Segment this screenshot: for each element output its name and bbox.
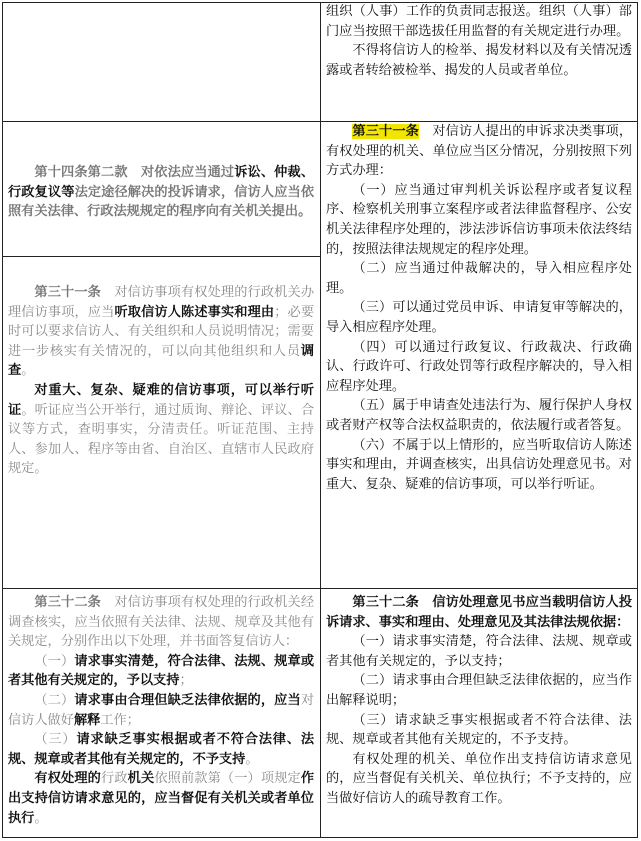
text-span: 工作； — [100, 712, 140, 728]
text-span-bold: 作出支持信访请求意见的，应当督促有关机关或者单位执行 — [8, 771, 315, 826]
list-item: （四）可以通过行政复议、行政裁决、行政确认、行政许可、行政处罚等行政程序解决的，导入相应程序处理。 — [326, 339, 632, 394]
text-span: ；必要时可以要求信访人、有关组织和人员说明情况；需要进一步核实有关情况的，可以向其他组织和人员 — [8, 304, 315, 359]
left-cell-art32 — [4, 593, 318, 837]
text-span: 依照前款第（一）项规定 — [154, 771, 301, 787]
row-divider-2 — [2, 588, 638, 589]
text-span: 对信访事项有权处理的行政机关经调查核实，应当依照有关法律、法规、规章及其他有关规定，分别作出以下处理，并书面答复信访人： — [8, 595, 315, 650]
text-span: 。听证应当公开举行，通过质询、辩论、评议、合议等方式，查明事实，分清责任。听证范围、主持人、参加人、程序等由省、自治区、直辖市人民政府规定。 — [8, 402, 315, 477]
right-cell-art31 — [322, 122, 636, 586]
text-span: 法定途径解决的投诉请求，信访人应当依照有关法律、行政法规规定的程序向有关机关提出。 — [8, 184, 315, 220]
text-span-bold: 解释 — [73, 712, 101, 728]
paragraph: 组织（人事）工作的负责同志报送。组织（人事）部门应当按照干部选拔任用监督的有关规定进行办理。 — [326, 4, 632, 39]
text-span-bold: 请求事实清楚，符合法律、法规、规章或者其他有关规定的，予以支持 — [8, 653, 315, 689]
text-span: 。 — [21, 363, 35, 379]
list-item: （三）可以通过党员申诉、申请复审等解决的，导入相应程序处理。 — [326, 300, 632, 335]
paragraph: 有权处理的机关、单位作出支持信访请求意见的，应当督促有关机关、单位执行；不予支持的，应当做好信访人的疏导教育工作。 — [326, 751, 632, 806]
text-span: 对信访事项有权处理的行政机关办理信访事项，应当 — [8, 285, 315, 320]
text-span-bold: 调查 — [8, 343, 314, 379]
text-span-bold: 有权处理的 — [34, 771, 101, 787]
text-span: 对信访人做好 — [8, 692, 315, 728]
text-span: 对信访人提出的申诉求决类事项，有权处理的机关、单位应当区分情况，分别按照下列方式办理： — [326, 124, 633, 179]
list-item: （二）应当通过仲裁解决的，导入相应程序处理。 — [326, 261, 632, 296]
right-cell-row1 — [322, 2, 636, 120]
row-divider-left-2 — [2, 256, 320, 257]
list-item: （五）属于申请查处违法行为、履行保护人身权或者财产权等合法权益职责的，依法履行或者答复。 — [326, 398, 632, 433]
text-span: ； — [179, 673, 193, 689]
article-heading: 第三十一条 — [352, 124, 419, 139]
column-divider — [320, 2, 321, 838]
text-span-bold: 机关 — [127, 771, 155, 787]
text-span-bold: 诉讼、仲裁、行政复议等 — [8, 165, 315, 200]
list-item: （三）请求缺乏事实根据或者不符合法律、法规、规章或者其他有关规定的，不予支持。 — [326, 712, 632, 748]
left-cell-art14 — [4, 163, 318, 255]
article-heading: 第三十二条 — [34, 595, 101, 610]
text-span: 。 — [245, 751, 259, 767]
list-item: （二）请求事由合理但缺乏法律依据的，应当作出解释说明； — [326, 673, 632, 708]
text-span: （三） — [34, 732, 77, 748]
list-item: （一）请求事实清楚，符合法律、法规、规章或者其他有关规定的，予以支持； — [326, 634, 632, 669]
list-item: （一）应当通过审判机关诉讼程序或者复议程序、检察机关刑事立案程序或者法律监督程序、公安机关法律程序处理的，涉法涉诉信访事项未依法终结的，按照法律法规规定的程序处理。 — [326, 182, 632, 257]
text-span: （一） — [34, 653, 75, 669]
text-span-bold: 请求事由合理但缺乏法律依据的，应当 — [74, 692, 301, 708]
left-cell-art31 — [4, 283, 318, 583]
right-cell-art32 — [322, 593, 636, 837]
text-span: 行政 — [101, 771, 128, 787]
text-span: （二） — [34, 692, 75, 708]
article-heading: 第十四条第二款 — [34, 165, 128, 180]
text-span-bold: 对重大、复杂、疑难的信访事项，可以举行听证 — [8, 382, 314, 418]
list-item: （六）不属于以上情形的，应当听取信访人陈述事实和理由，并调查核实，出具信访处理意见书。对重大、复杂、疑难的信访事项，可以举行听证。 — [326, 437, 632, 492]
text-span-bold: 信访处理意见书应当载明信访人投诉请求、事实和理由、处理意见及其法律法规依据： — [326, 595, 633, 630]
text-span: 对依法应当通过 — [140, 165, 235, 180]
text-span-bold: 听取信访人陈述事实和理由 — [114, 304, 275, 320]
article-heading: 第三十二条 — [352, 595, 419, 610]
text-span: 。 — [34, 810, 48, 826]
article-heading: 第三十一条 — [34, 285, 101, 300]
text-span-bold: 请求缺乏事实根据或者不符合法律、法规、规章或者其他有关规定的，不予支持 — [8, 732, 315, 767]
paragraph: 不得将信访人的检举、揭发材料以及有关情况透露或者转给被检举、揭发的人员或者单位。 — [326, 43, 632, 78]
